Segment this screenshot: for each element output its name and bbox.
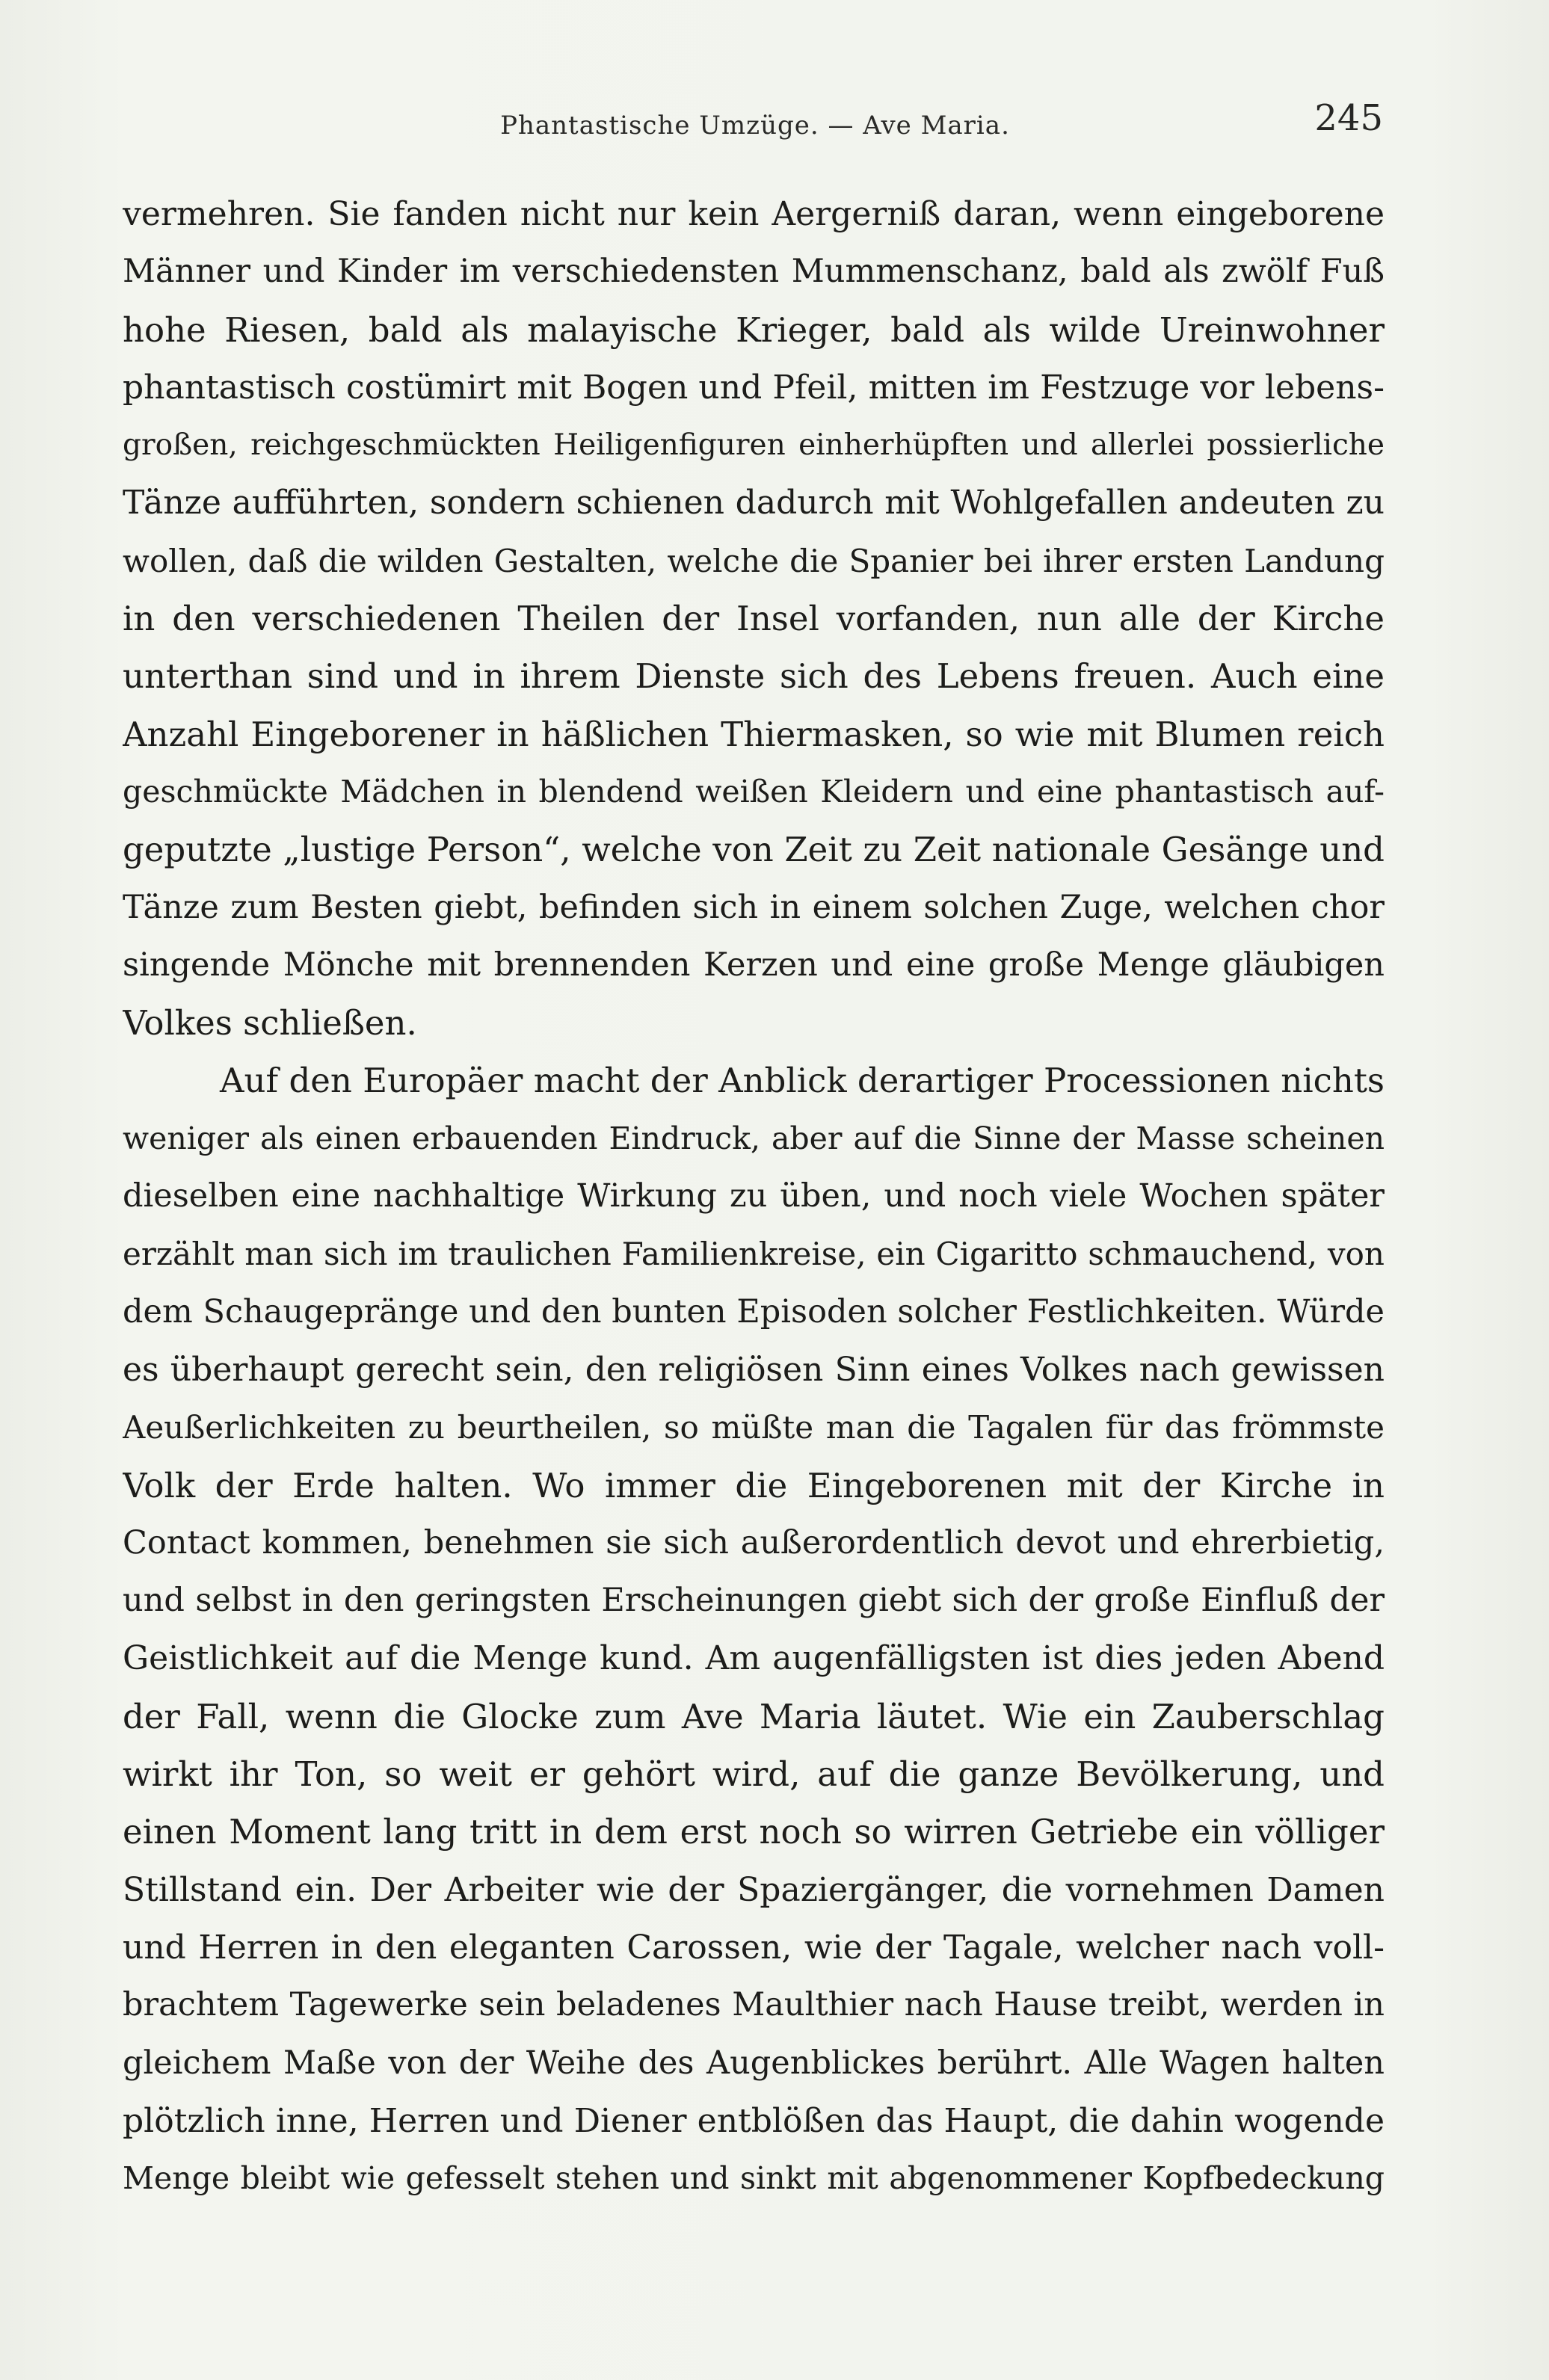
text-line: vermehren. Sie fanden nicht nur kein Aergerniß daran, wenn eingeborene — [123, 195, 1385, 233]
text-line: weniger als einen erbauenden Eindruck, aber auf die Sinne der Masse scheinen — [123, 1120, 1385, 1156]
text-line: Menge bleibt wie gefesselt stehen und sinkt mit abgenommener Kopfbedeckung — [123, 2160, 1385, 2197]
text-line: plötzlich inne, Herren und Diener entblößen das Haupt, die dahin wogende — [123, 2101, 1385, 2140]
text-line: geputzte „lustige Person“, welche von Zeit zu Zeit nationale Gesänge und — [123, 830, 1385, 870]
text-line: Contact kommen, benehmen sie sich außerordentlich devot und ehrerbietig, — [123, 1523, 1385, 1562]
text-line: Männer und Kinder im verschiedensten Mummenschanz, bald als zwölf Fuß — [123, 253, 1385, 291]
text-line: und Herren in den eleganten Carossen, wie der Tagale, welcher nach voll- — [123, 1928, 1385, 1967]
text-line: wollen, daß die wilden Gestalten, welche die Spanier bei ihrer ersten Landung — [123, 542, 1385, 579]
text-line: Tänze zum Besten giebt, befinden sich in einem solchen Zuge, welchen chor — [123, 888, 1385, 926]
text-line: hohe Riesen, bald als malayische Krieger, bald als wilde Ureinwohner — [123, 309, 1385, 350]
page-number: 245 — [1314, 97, 1383, 139]
text-line: großen, reichgeschmückten Heiligenfiguren einherhüpften und allerlei possierliche — [123, 428, 1385, 463]
text-line: Volk der Erde halten. Wo immer die Eingeborenen mit der Kirche in — [123, 1465, 1385, 1505]
text-line: es überhaupt gerecht sein, den religiösen Sinn eines Volkes nach gewissen — [123, 1350, 1385, 1389]
text-line: in den verschiedenen Theilen der Insel vorfanden, nun alle der Kirche — [123, 599, 1385, 639]
text-line: gleichem Maße von der Weihe des Augenblickes berührt. Alle Wagen halten — [123, 2044, 1385, 2082]
text-line: phantastisch costümirt mit Bogen und Pfeil, mitten im Festzuge vor lebens- — [123, 368, 1385, 407]
text-line: der Fall, wenn die Glocke zum Ave Maria läutet. Wie ein Zauberschlag — [123, 1696, 1385, 1736]
text-line: und selbst in den geringsten Erscheinungen giebt sich der große Einfluß der — [123, 1582, 1385, 1620]
paragraph-1 — [123, 185, 1385, 1052]
text-line: erzählt man sich im traulichen Familienkreise, ein Cigaritto schmauchend, von — [123, 1236, 1385, 1273]
text-line: Geistlichkeit auf die Menge kund. Am augenfälligsten ist dies jeden Abend — [123, 1639, 1385, 1678]
running-title: Phantastische Umzüge. — Ave Maria. — [500, 111, 1010, 141]
text-line: singende Mönche mit brennenden Kerzen und eine große Menge gläubigen — [123, 946, 1385, 984]
text-line: brachtem Tagewerke sein beladenes Maulthier nach Hause treibt, werden in — [123, 1986, 1385, 2024]
text-line: Tänze aufführten, sondern schienen dadurch mit Wohlgefallen andeuten zu — [123, 484, 1385, 522]
text-line: Volkes schließen. — [123, 1003, 417, 1043]
text-line: dem Schaugepränge und den bunten Episoden solcher Festlichkeiten. Würde — [123, 1292, 1385, 1331]
text-line: Stillstand ein. Der Arbeiter wie der Spaziergänger, die vornehmen Damen — [123, 1870, 1385, 1909]
text-line: wirkt ihr Ton, so weit er gehört wird, auf die ganze Bevölkerung, und — [123, 1754, 1385, 1795]
body-text — [123, 185, 1385, 2207]
text-line: Anzahl Eingeborener in häßlichen Thiermasken, so wie mit Blumen reich — [123, 714, 1385, 754]
text-line: Auf den Europäer macht der Anblick derartiger Processionen nichts — [220, 1061, 1385, 1101]
text-line: dieselben eine nachhaltige Wirkung zu üben, und noch viele Wochen später — [123, 1177, 1385, 1215]
text-line: unterthan sind und in ihrem Dienste sich des Lebens freuen. Auch eine — [123, 656, 1385, 697]
text-line: einen Moment lang tritt in dem erst noch so wirren Getriebe ein völliger — [123, 1812, 1385, 1852]
paragraph-2 — [123, 1052, 1385, 2207]
text-line: geschmückte Mädchen in blendend weißen Kleidern und eine phantastisch auf- — [123, 773, 1385, 810]
page-header — [120, 97, 1391, 157]
text-line: Aeußerlichkeiten zu beurtheilen, so müßte man die Tagalen für das frömmste — [123, 1409, 1385, 1446]
